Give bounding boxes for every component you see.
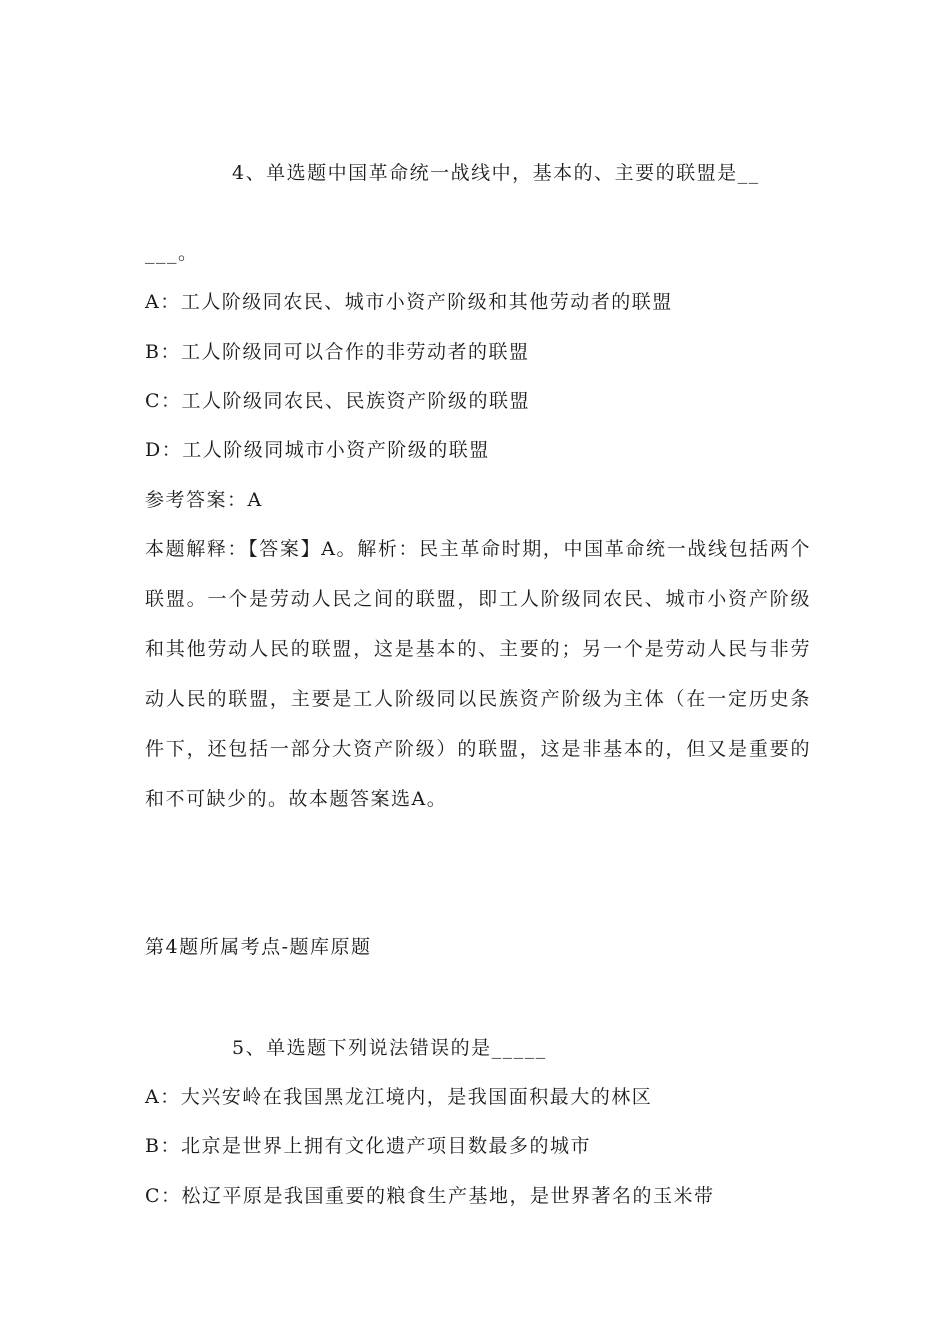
question-4-explanation: 本题解释：【答案】A。解析：民主革命时期，中国革命统一战线包括两个联盟。一个是劳动人民之间的联盟，即工人阶级同农民、城市小资产阶级和其他劳动人民的联盟，这是基本的、主要的；另一个是劳动人民与非劳动人民的联盟，主要是工人阶级同以民族资产阶级为主体（在一定历史条件下，还包括一部分大资产阶级）的联盟，这是非基本的，但又是重要的和不可缺少的。故本题答案选A。 (145, 538, 811, 810)
question-5-option-c: C：松辽平原是我国重要的粮食生产基地，是世界著名的玉米带 (145, 1185, 715, 1207)
question-4-stem-line1: 4、单选题中国革命统一战线中，基本的、主要的联盟是__ (232, 162, 760, 184)
question-4-topic: 第4题所属考点-题库原题 (145, 936, 372, 958)
question-5-stem: 5、单选题下列说法错误的是_____ (232, 1037, 547, 1059)
question-4-answer: 参考答案：A (145, 489, 263, 511)
question-4-option-a: A：工人阶级同农民、城市小资产阶级和其他劳动者的联盟 (145, 291, 673, 313)
question-5-option-a: A：大兴安岭在我国黑龙江境内，是我国面积最大的林区 (145, 1086, 653, 1108)
question-4-stem-line2: ___。 (145, 242, 199, 264)
question-4-option-c: C：工人阶级同农民、民族资产阶级的联盟 (145, 390, 531, 412)
question-4-option-b: B：工人阶级同可以合作的非劳动者的联盟 (145, 341, 530, 363)
question-5-option-b: B：北京是世界上拥有文化遗产项目数最多的城市 (145, 1135, 591, 1157)
question-4-option-d: D：工人阶级同城市小资产阶级的联盟 (145, 439, 490, 461)
